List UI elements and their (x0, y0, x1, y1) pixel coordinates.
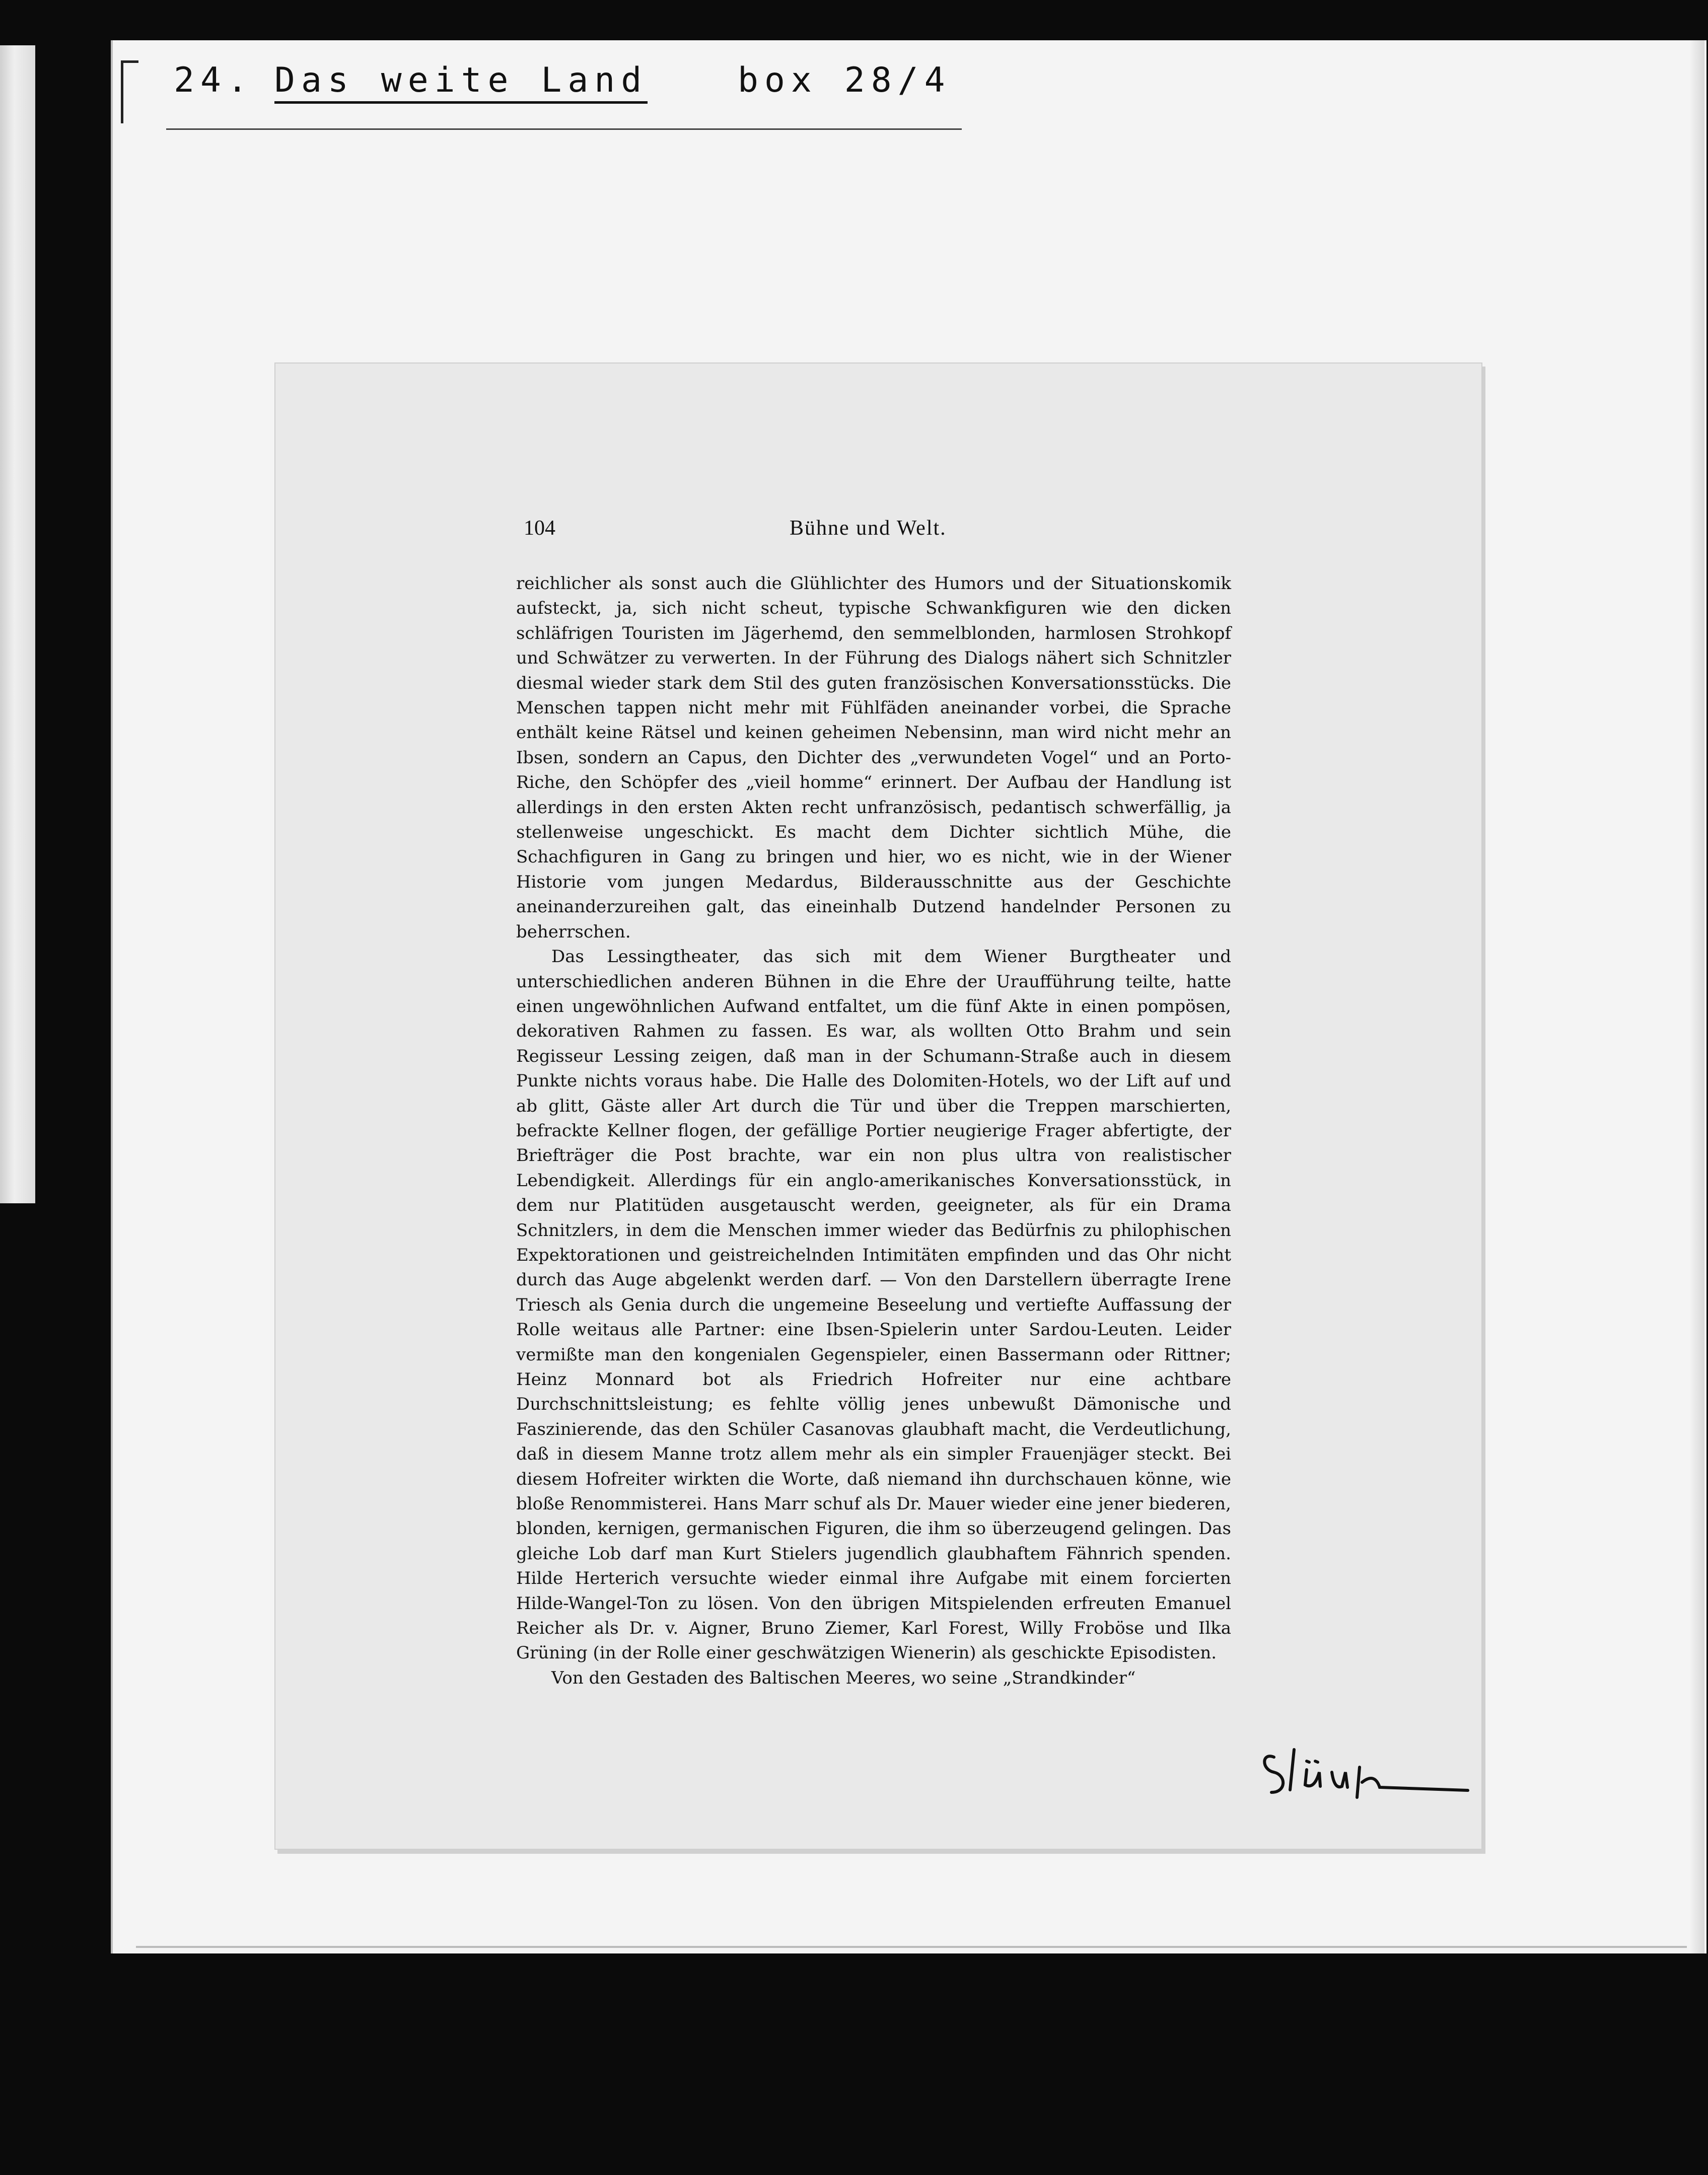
card-title: Das weite Land (274, 60, 648, 104)
card-corner-bracket (121, 60, 138, 123)
neighbor-card-edge (0, 45, 35, 1203)
article-paragraph: Das Lessingtheater, das sich mit dem Wiener Burgtheater und unterschiedlichen anderen Bühnen in die Ehre der Uraufführung teilte, hatte einen ungewöhnlichen Aufwand entfaltet, um die fünf Akte in einen pompösen, dekorativen Rahmen zu fassen. Es war, als wollten Otto Brahm und sein Regisseur Lessing zeigen, daß man in der Schumann-Straße auch in diesem Punkte nichts voraus habe. Die Halle des Dolomiten-Hotels, wo der Lift auf und ab glitt, Gäste aller Art durch die Tür und über die Treppen marschierten, befrackte Kellner flogen, der gefällige Portier neugierige Frager abfertigte, der Briefträger die Post brachte, war ein non plus ultra von realistischer Lebendigkeit. Allerdings für ein anglo-amerikanisches Konversationsstück, in dem nur Platitüden ausgetauscht werden, geeigneter, als für ein Drama Schnitzlers, in dem die Menschen immer wieder das Bedürfnis zu philophischen Expektorationen und geistreichelnden Intimitäten empfinden und das Ohr nicht durch das Auge abgelenkt werden darf. — Von den Darstellern überragte Irene Triesch als Genia durch die ungemeine Beseelung und vertiefte Auffassung der Rolle weitaus alle Partner: eine Ibsen-Spielerin unter Sardou-Leuten. Leider vermißte man den kongenialen Gegenspieler, einen Bassermann oder Rittner; Heinz Monnard bot als Friedrich Hofreiter nur eine achtbare Durchschnittsleistung; es fehlte völlig jenes unbewußt Dämonische und Faszinierende, das den Schüler Casanovas glaubhaft macht, die Verdeutlichung, daß in diesem Manne trotz allem mehr als ein simpler Frauenjäger steckt. Bei diesem Hofreiter wirkten die Worte, daß niemand ihn durchschauen könne, wie bloße Renommisterei. Hans Marr schuf als Dr. Mauer wieder eine jener biederen, blonden, kernigen, germanischen Figuren, die ihm so überzeugend gelingen. Das gleiche Lob darf man Kurt Stielers jugendlich glaubhaftem Fähnrich spenden. Hilde Herterich versuchte wieder einmal ihre Aufgabe mit einem forcierten Hilde-Wangel-Ton zu lösen. Von den übrigen Mitspielenden erfreuten Emanuel Reicher als Dr. v. Aigner, Bruno Ziemer, Karl Forest, Willy Froböse und Ilka Grüning (in der Rolle einer geschwätzigen Wienerin) als geschickte Episodisten. (516, 947, 1231, 1663)
handwritten-signature (1259, 1742, 1470, 1802)
card-number: 24. (174, 60, 254, 100)
article-body (516, 571, 1231, 1691)
article-paragraph: reichlicher als sonst auch die Glühlichter des Humors und der Situationskomik aufsteckt, ja, sich nicht scheut, typische Schwankfiguren wie den dicken schläfrigen Touristen im Jägerhemd, den semmelblonden, harmlosen Strohkopf und Schwätzer zu verwerten. In der Führung des Dialogs nähert sich Schnitzler diesmal wieder stark dem Stil des guten französischen Konversationsstücks. Die Menschen tappen nicht mehr mit Fühlfäden aneinander vorbei, die Sprache enthält keine Rätsel und keinen geheimen Nebensinn, man wird nicht mehr an Ibsen, sondern an Capus, den Dichter des „verwundeten Vogel“ und an Porto-Riche, den Schöpfer des „vieil homme“ erinnert. Der Aufbau der Handlung ist allerdings in den ersten Akten recht unfranzösisch, pedantisch schwerfällig, ja stellenweise ungeschickt. Es macht dem Dichter sichtlich Mühe, die Schachfiguren in Gang zu bringen und hier, wo es nicht, wie in der Wiener Historie vom jungen Medardus, Bilderausschnitte aus der Geschichte aneinanderzureihen galt, das eineinhalb Dutzend handelnder Personen zu beherrschen. (516, 573, 1231, 942)
card-edge-shadow (1689, 40, 1704, 1953)
box-label: box 28/4 (738, 60, 951, 100)
header-rule (166, 128, 962, 130)
page-number: 104 (524, 517, 555, 540)
running-head: Bühne und Welt. (790, 517, 947, 540)
article-paragraph: Von den Gestaden des Baltischen Meeres, wo seine „Strandkinder“ (551, 1668, 1136, 1688)
card-bottom-edge (136, 1946, 1687, 1948)
